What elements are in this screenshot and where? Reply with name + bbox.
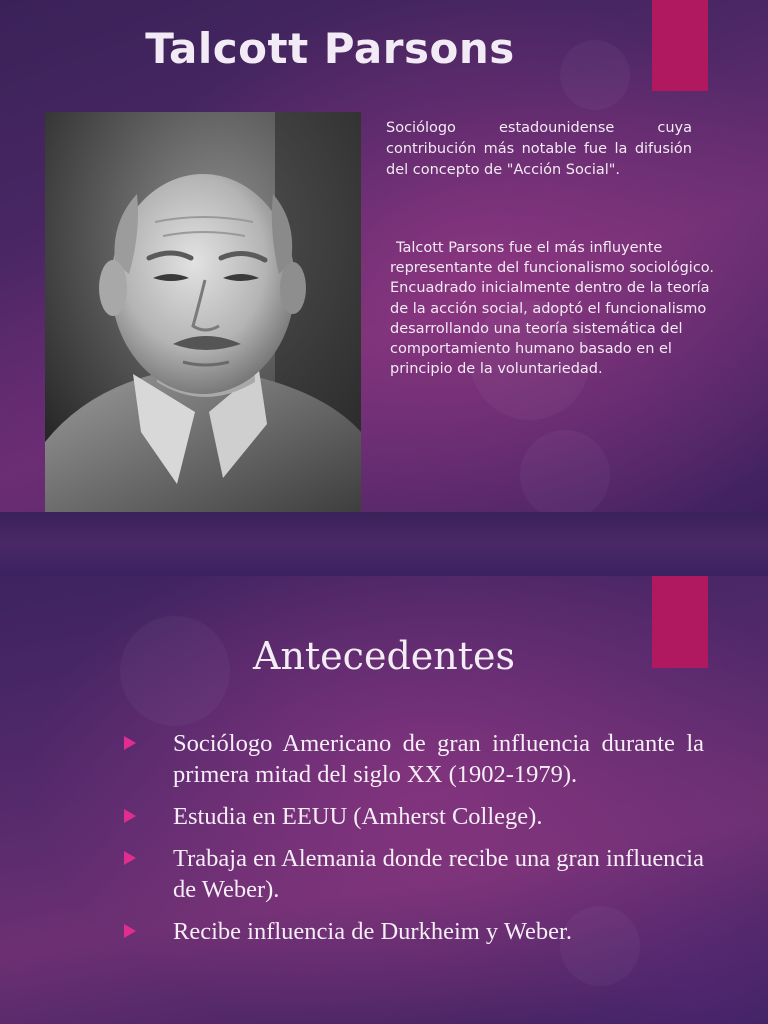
portrait-photo <box>45 112 361 512</box>
list-item-text: Estudia en EEUU (Amherst College). <box>173 803 543 830</box>
accent-bar <box>652 0 708 91</box>
slide-separator <box>0 512 768 576</box>
intro-paragraph: Sociólogo estadounidense cuya contribución más notable fue la difusión del concepto de "Acción Social". <box>386 120 692 178</box>
bullet-list <box>122 728 704 958</box>
list-item <box>122 728 704 790</box>
list-item <box>122 843 704 905</box>
list-item-text: Trabaja en Alemania donde recibe una gran influencia de Weber). <box>173 845 704 903</box>
list-item-text: Sociólogo Americano de gran influencia durante la primera mitad del siglo XX (1902-1979). <box>173 730 704 788</box>
triangle-right-icon <box>124 809 136 823</box>
portrait-illustration <box>45 112 361 512</box>
slide-title: Talcott Parsons <box>145 24 515 73</box>
list-item <box>122 801 704 832</box>
list-item <box>122 916 704 947</box>
decorative-bokeh <box>520 430 610 512</box>
list-item-text: Recibe influencia de Durkheim y Weber. <box>173 918 572 945</box>
triangle-right-icon <box>124 851 136 865</box>
slide-title: Antecedentes <box>253 634 515 678</box>
description-paragraph: Talcott Parsons fue el más influyente representante del funcionalismo sociológico. Encuadrado inicialmente dentro de la teoría de la acción social, adoptó el funcionalismo desarrollando una teoría sistemática del comportamiento humano basado en el principio de la voluntariedad. <box>390 240 715 378</box>
slide-antecedentes <box>0 576 768 1024</box>
triangle-right-icon <box>124 736 136 750</box>
triangle-right-icon <box>124 924 136 938</box>
